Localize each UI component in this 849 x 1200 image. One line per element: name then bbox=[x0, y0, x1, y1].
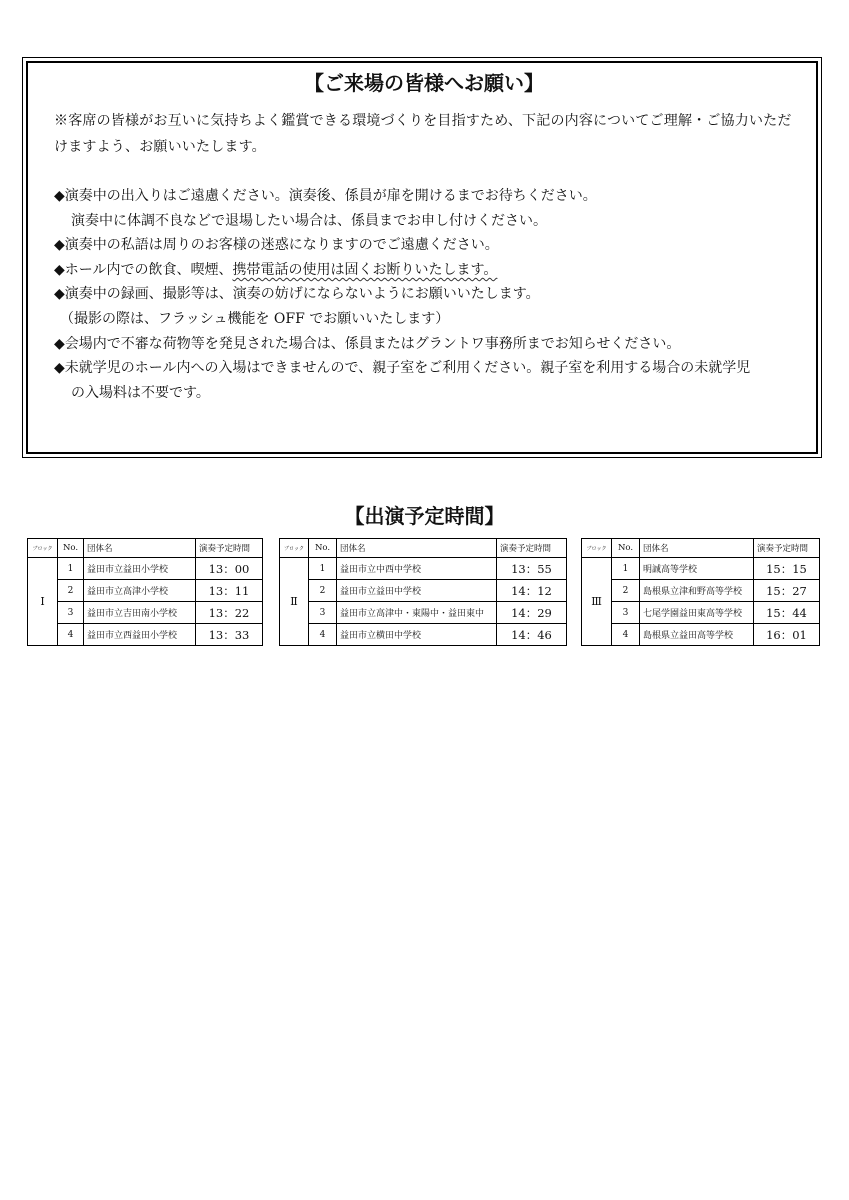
table-row bbox=[28, 624, 263, 646]
row-group: 益田市立益田小学校 bbox=[84, 558, 196, 580]
schedule-table-block-2 bbox=[279, 538, 567, 646]
table-row bbox=[28, 602, 263, 624]
rule-phone-emphasis: 携帯電話の使用は固くお断りいたします。 bbox=[232, 261, 498, 278]
row-time: 13：00 bbox=[196, 558, 263, 580]
row-no: 1 bbox=[309, 558, 337, 580]
block-label: Ⅲ bbox=[582, 558, 612, 646]
table-row bbox=[582, 558, 820, 580]
row-group: 益田市立高津小学校 bbox=[84, 580, 196, 602]
row-no: 2 bbox=[612, 580, 640, 602]
table-row bbox=[28, 580, 263, 602]
row-group: 益田市立吉田南小学校 bbox=[84, 602, 196, 624]
rule-entry-exit-cont: 演奏中に体調不良などで退場したい場合は、係員までお申し付けください。 bbox=[71, 212, 547, 229]
schedule-table-block-3 bbox=[581, 538, 820, 646]
row-time: 13：22 bbox=[196, 602, 263, 624]
rule-suspicious-items: ◆会場内で不審な荷物等を発見された場合は、係員またはグラントワ事務所までお知らせください。 bbox=[54, 335, 681, 352]
header-time: 演奏予定時間 bbox=[196, 539, 263, 558]
notice-title: 【ご来場の皆様へお願い】 bbox=[304, 71, 544, 95]
notice-box bbox=[22, 57, 822, 458]
header-no: No. bbox=[309, 539, 337, 558]
header-group: 団体名 bbox=[337, 539, 497, 558]
header-time: 演奏予定時間 bbox=[497, 539, 567, 558]
row-time: 14：12 bbox=[497, 580, 567, 602]
table-row bbox=[280, 580, 567, 602]
block-label: Ⅱ bbox=[280, 558, 309, 646]
rule-talking: ◆演奏中の私語は周りのお客様の迷惑になりますのでご遠慮ください。 bbox=[54, 237, 499, 254]
row-no: 4 bbox=[309, 624, 337, 646]
row-time: 15：15 bbox=[754, 558, 820, 580]
row-no: 4 bbox=[612, 624, 640, 646]
header-group: 団体名 bbox=[84, 539, 196, 558]
header-no: No. bbox=[612, 539, 640, 558]
table-row bbox=[280, 624, 567, 646]
table-row bbox=[280, 558, 567, 580]
row-group: 七尾学園益田東高等学校 bbox=[640, 602, 754, 624]
row-no: 3 bbox=[58, 602, 84, 624]
row-time: 13：55 bbox=[497, 558, 567, 580]
row-group: 益田市立中西中学校 bbox=[337, 558, 497, 580]
notice-inner-frame bbox=[26, 61, 818, 454]
row-no: 2 bbox=[309, 580, 337, 602]
block-label: Ⅰ bbox=[28, 558, 58, 646]
table-row bbox=[582, 580, 820, 602]
row-group: 島根県立津和野高等学校 bbox=[640, 580, 754, 602]
row-group: 益田市立横田中学校 bbox=[337, 624, 497, 646]
row-time: 15：27 bbox=[754, 580, 820, 602]
rule-entry-exit: ◆演奏中の出入りはご遠慮ください。演奏後、係員が扉を開けるまでお待ちください。 bbox=[54, 188, 597, 204]
row-group: 益田市立益田中学校 bbox=[337, 580, 497, 602]
rule-recording-note: （撮影の際は、フラッシュ機能を OFF でお願いいたします） bbox=[60, 310, 450, 327]
row-group: 島根県立益田高等学校 bbox=[640, 624, 754, 646]
header-no: No. bbox=[58, 539, 84, 558]
row-time: 14：29 bbox=[497, 602, 567, 624]
row-no: 1 bbox=[58, 558, 84, 580]
table-header-row bbox=[28, 539, 263, 558]
table-row bbox=[280, 602, 567, 624]
header-time: 演奏予定時間 bbox=[754, 539, 820, 558]
row-no: 1 bbox=[612, 558, 640, 580]
table-row bbox=[28, 558, 263, 580]
rule-preschool: ◆未就学児のホール内への入場はできませんので、親子室をご利用ください。親子室を利用する場合の未就学児 bbox=[54, 360, 751, 377]
rule-preschool-cont: の入場料は不要です。 bbox=[71, 384, 210, 401]
row-group: 益田市立西益田小学校 bbox=[84, 624, 196, 646]
header-block: ブロック bbox=[28, 539, 58, 558]
rule-food-smoking: ◆ホール内での飲食、喫煙、 bbox=[54, 261, 233, 278]
row-group: 益田市立高津中・東陽中・益田東中 bbox=[337, 602, 497, 624]
schedule-table-block-1 bbox=[27, 538, 263, 646]
table-row bbox=[582, 624, 820, 646]
notice-rules bbox=[54, 184, 794, 405]
header-group: 団体名 bbox=[640, 539, 754, 558]
header-block: ブロック bbox=[582, 539, 612, 558]
row-group: 明誠高等学校 bbox=[640, 558, 754, 580]
row-no: 2 bbox=[58, 580, 84, 602]
row-time: 16：01 bbox=[754, 624, 820, 646]
row-no: 4 bbox=[58, 624, 84, 646]
row-time: 13：11 bbox=[196, 580, 263, 602]
row-no: 3 bbox=[309, 602, 337, 624]
row-time: 14：46 bbox=[497, 624, 567, 646]
row-time: 13：33 bbox=[196, 624, 263, 646]
header-block: ブロック bbox=[280, 539, 309, 558]
rule-recording: ◆演奏中の録画、撮影等は、演奏の妨げにならないようにお願いいたします。 bbox=[54, 286, 540, 303]
table-header-row bbox=[582, 539, 820, 558]
row-no: 3 bbox=[612, 602, 640, 624]
rule-food-smoking-phone bbox=[54, 258, 794, 283]
row-time: 15：44 bbox=[754, 602, 820, 624]
schedule-title: 【出演予定時間】 bbox=[344, 504, 505, 528]
table-row bbox=[582, 602, 820, 624]
table-header-row bbox=[280, 539, 567, 558]
notice-intro: ※客席の皆様がお互いに気持ちよく鑑賞できる環境づくりを目指すため、下記の内容についてご理解・ご協力いただけますよう、お願いいたします。 bbox=[54, 113, 792, 155]
